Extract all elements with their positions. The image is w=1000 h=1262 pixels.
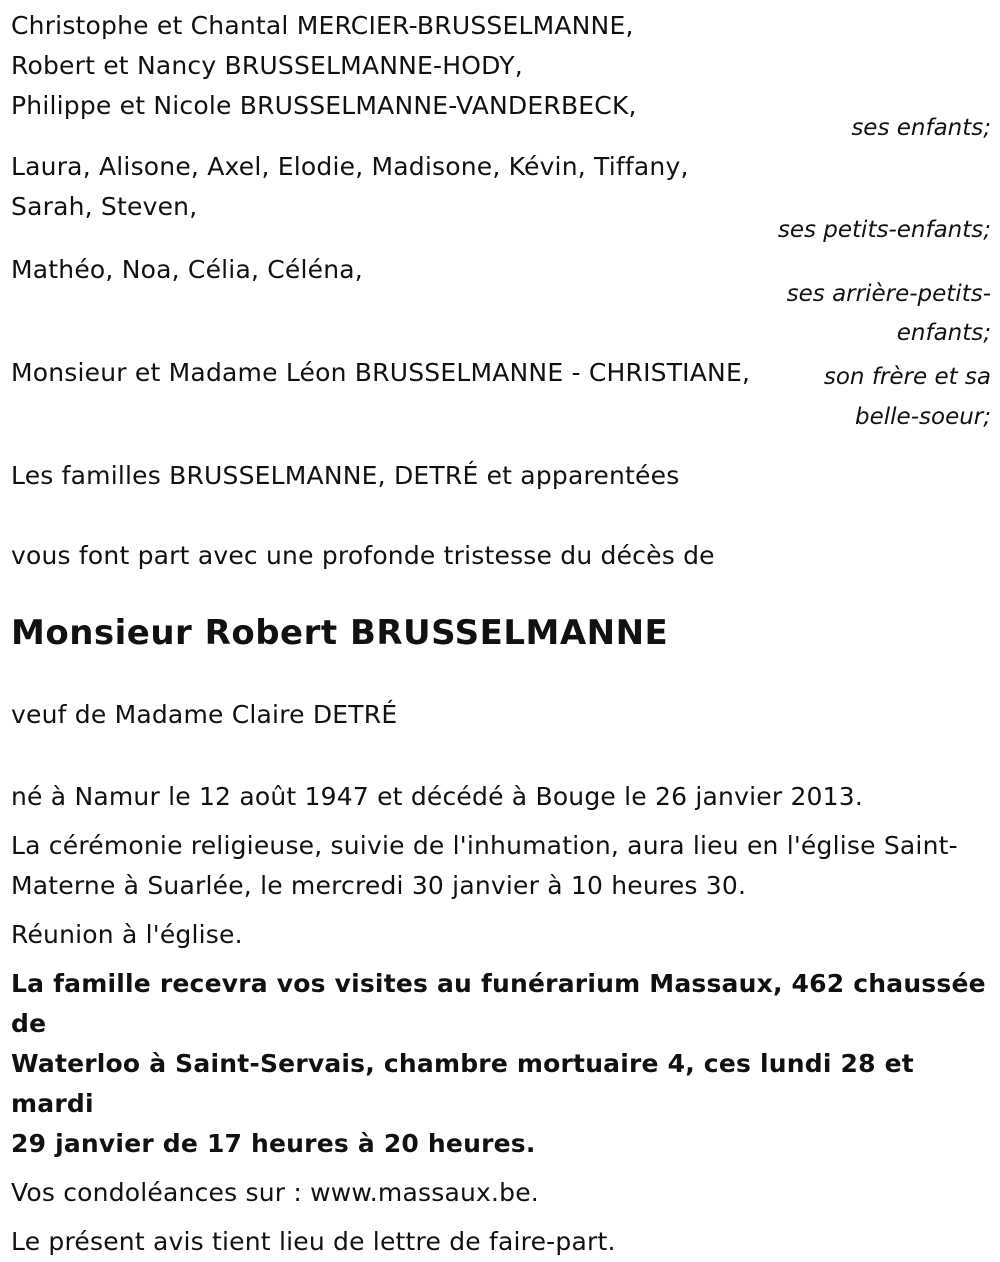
- relation-great-grandchildren-cont: enfants;: [896, 320, 991, 346]
- child-couple-line: Robert et Nancy BRUSSELMANNE-HODY,: [11, 51, 523, 80]
- visits-line-end: 29 janvier de 17 heures à 20 heures.: [11, 1129, 536, 1158]
- relation-sibling-cont: belle-soeur;: [855, 404, 991, 430]
- relation-children: ses enfants;: [851, 115, 991, 141]
- obituary-notice: [11, 6, 991, 1262]
- sibling-group: [11, 353, 991, 456]
- deceased-name: Monsieur Robert BRUSSELMANNE: [11, 613, 669, 653]
- grandchildren-group: [11, 147, 991, 250]
- children-group: [11, 6, 991, 148]
- ceremony-line: La cérémonie religieuse, suivie de l'inhumation, aura lieu en l'église Saint-: [11, 831, 958, 860]
- condolences-line: Vos condoléances sur : www.massaux.be.: [11, 1178, 539, 1207]
- relation-sibling: son frère et sa: [823, 364, 991, 390]
- relation-great-grandchildren: ses arrière-petits-: [786, 281, 991, 307]
- great-grandchildren-line: Mathéo, Noa, Célia, Céléna,: [11, 255, 363, 284]
- child-couple-line: Christophe et Chantal MERCIER-BRUSSELMANNE,: [11, 11, 634, 40]
- families-line: Les familles BRUSSELMANNE, DETRÉ et apparentées: [11, 461, 680, 490]
- grandchildren-line: Laura, Alisone, Axel, Elodie, Madisone, Kévin, Tiffany,: [11, 152, 689, 181]
- meeting-line: Réunion à l'église.: [11, 920, 243, 949]
- great-grandchildren-group: [11, 250, 991, 353]
- visits-line-cont: Waterloo à Saint-Servais, chambre mortuaire 4, ces lundi 28 et mardi: [11, 1049, 914, 1118]
- notice-line: Le présent avis tient lieu de lettre de faire-part.: [11, 1227, 616, 1256]
- relation-grandchildren: ses petits-enfants;: [777, 217, 991, 243]
- sibling-line: Monsieur et Madame Léon BRUSSELMANNE - CHRISTIANE,: [11, 358, 751, 387]
- announcement-line: vous font part avec une profonde tristesse du décès de: [11, 541, 715, 570]
- widower-line: veuf de Madame Claire DETRÉ: [11, 700, 398, 729]
- child-couple-line: Philippe et Nicole BRUSSELMANNE-VANDERBECK,: [11, 91, 637, 120]
- visits-line: La famille recevra vos visites au funérarium Massaux, 462 chaussée de: [11, 969, 986, 1038]
- birth-death-line: né à Namur le 12 août 1947 et décédé à Bouge le 26 janvier 2013.: [11, 782, 864, 811]
- grandchildren-line: Sarah, Steven,: [11, 192, 198, 221]
- ceremony-line-cont: Materne à Suarlée, le mercredi 30 janvier à 10 heures 30.: [11, 871, 747, 900]
